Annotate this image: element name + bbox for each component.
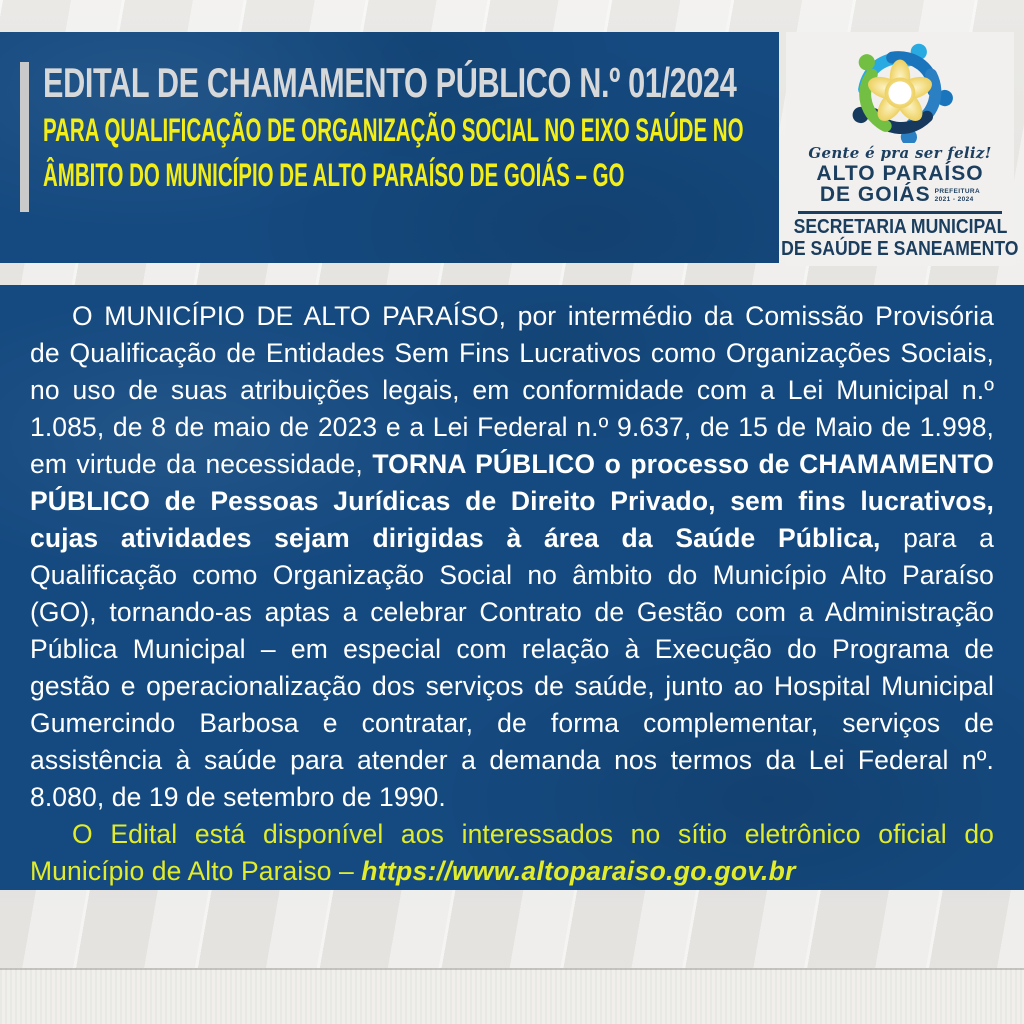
edital-paragraph [30, 298, 994, 816]
body-panel [0, 285, 1024, 890]
edital-subtitle-line2: ÂMBITO DO MUNICÍPIO DE ALTO PARAÍSO DE GOIÁS – GO [43, 157, 625, 193]
website-url-text: https://www.altoparaiso.go.gov.br [361, 856, 796, 886]
secretariat-name [765, 217, 1024, 260]
prefeitura-years: 2021 - 2024 [934, 195, 974, 203]
prefeitura-label: PREFEITURA [934, 188, 981, 195]
edital-subtitle-line1: PARA QUALIFICAÇÃO DE ORGANIZAÇÃO SOCIAL NO EIXO SAÚDE NO [43, 112, 744, 148]
secretariat-line2: DE SAÚDE E SANEAMENTO [781, 237, 1019, 260]
accent-bar [20, 62, 29, 212]
availability-paragraph [30, 816, 994, 890]
edital-title: EDITAL DE CHAMAMENTO PÚBLICO N.º 01/2024 [43, 59, 737, 106]
city-name-line2: DE GOIÁS [819, 183, 931, 206]
city-name-line1: ALTO PARAÍSO [816, 162, 984, 185]
availability-text: O Edital está disponível aos interessados no sítio eletrônico oficial do Município de Alto Paraiso – [30, 819, 994, 886]
logo-divider-rule [798, 211, 1002, 214]
city-name-line2-row [820, 185, 980, 205]
city-slogan: Gente é pra ser feliz! [808, 144, 992, 162]
secretariat-line1: SECRETARIA MUNICIPAL [793, 216, 1007, 238]
paragraph-text-normal-2: para a Qualificação como Organização Social no âmbito do Município Alto Paraíso (GO), tornando-as aptas a celebrar Contrato de Gestão com a Administração Pública Municipal – em especial com relação à Execução do Programa de gestão e operacionalização dos serviços de saúde, junto ao Hospital Municipal Gumercindo Barbosa e contratar, de forma complementar, serviços de assistência à saúde para atender a demanda nos termos da Lei Federal nº. 8.080, de 19 de setembro de 1990. [30, 523, 995, 812]
paper-texture-strip [0, 968, 1024, 1024]
paragraph-text-normal: O MUNICÍPIO DE ALTO PARAÍSO, por intermédio da Comissão Provisória de Qualificação de Entidades Sem Fins Lucrativos como Organizações Sociais, no uso de suas atribuições legais, em conformidade com a Lei Municipal n.º 1.085, de 8 de maio de 2023 e a Lei Federal n.º 9.637, de 15 de Maio de 1.998, em virtude da necessidade, [30, 301, 994, 479]
municipality-logo-panel [781, 32, 1019, 266]
paragraph-text-bold: TORNA PÚBLICO o processo de CHAMAMENTO PÚBLICO de Pessoas Jurídicas de Direito Privado, sem fins lucrativos, cujas atividades sejam dirigidas à área da Saúde Pública, [30, 449, 994, 553]
header [0, 32, 1024, 263]
prefeitura-term-label [935, 188, 981, 205]
header-text [43, 58, 773, 198]
body-content [0, 285, 1024, 890]
city-flower-logo-icon [825, 39, 975, 143]
header-panel [0, 32, 779, 263]
